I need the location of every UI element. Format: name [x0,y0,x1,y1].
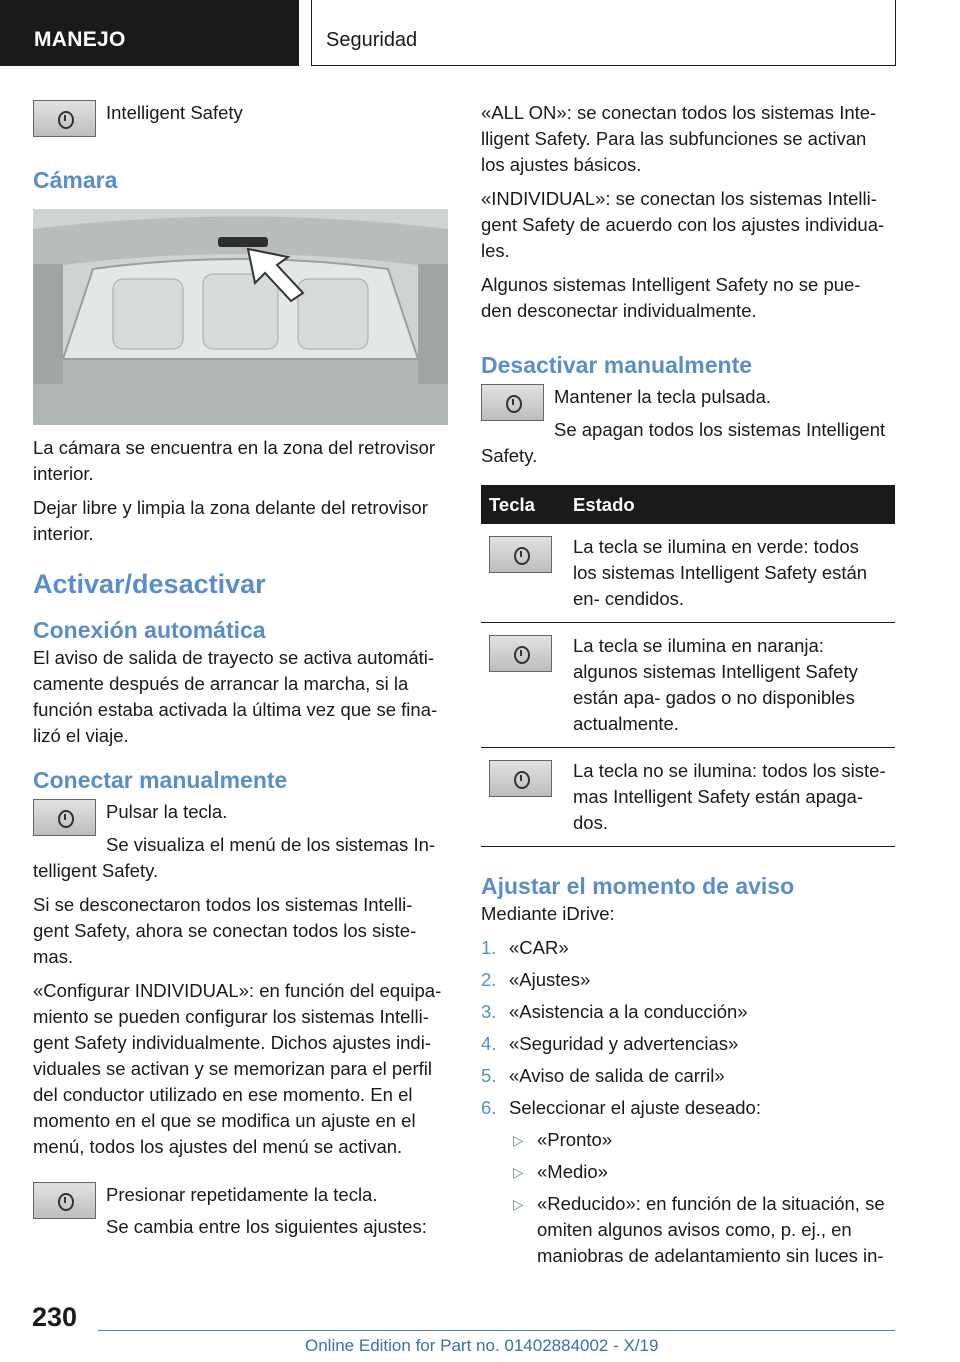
right-column [481,100,895,1275]
table-cell: La tecla se ilumina en verde: todos los sistemas Intelligent Safety están en- cendidos. [565,524,895,623]
list-item: 3. «Asistencia a la conducción» [481,1001,748,1022]
intelligent-safety-button-icon [489,536,552,573]
intelligent-safety-button-icon [489,760,552,797]
list-item: ▷ «Medio» [509,1159,895,1185]
camera-heading: Cámara [33,167,118,193]
camera-paragraph-1: La cámara se encuentra en la zona del retrovisor interior. [33,437,436,484]
triangle-bullet-icon: ▷ [513,1164,524,1180]
list-item: ▷ «Pronto» [509,1127,895,1153]
auto-heading: Conexión automática [33,617,266,643]
steps-list [481,935,895,1121]
intelligent-safety-button-icon [33,100,96,137]
deactivate-step-2: Se apagan todos los sistemas Intelligent Safety. [481,419,886,466]
section-tab [0,0,299,66]
activate-heading: Activar/desactivar [33,569,266,599]
list-item: 5. «Aviso de salida de carril» [481,1065,725,1086]
camera-illustration [33,209,448,425]
adjust-heading: Ajustar el momento de aviso [481,873,795,899]
triangle-bullet-icon: ▷ [513,1132,524,1148]
table-row [481,623,895,748]
table-cell: La tecla se ilumina en naranja: algunos sistemas Intelligent Safety están apa- gados o no disponibles actualmente. [565,623,895,748]
footer-rule [98,1330,895,1331]
individual-paragraph: «INDIVIDUAL»: se conectan los sistemas Intelli- gent Safety de acuerdo con los ajustes individua- les. [481,188,885,261]
deactivate-step-1: Mantener la tecla pulsada. [554,386,771,407]
chapter-tab [311,0,896,66]
intelligent-safety-button-icon [481,384,544,421]
idrive-label: Mediante iDrive: [481,903,615,924]
intelligent-safety-button-icon [489,635,552,672]
manual-heading: Conectar manualmente [33,767,288,793]
footer-edition: Online Edition for Part no. 01402884002 - X/19 [305,1336,659,1355]
table-header-state: Estado [565,485,895,524]
table-cell: La tecla no se ilumina: todos los siste- mas Intelligent Safety están apaga- dos. [565,748,895,847]
list-item: 2. «Ajustes» [481,969,591,990]
options-list [509,1127,895,1269]
table-header-key: Tecla [481,485,565,524]
some-paragraph: Algunos sistemas Intelligent Safety no se pue- den desconectar individualmente. [481,274,861,321]
triangle-bullet-icon: ▷ [513,1196,524,1212]
manual-row [33,799,448,836]
camera-paragraph-2: Dejar libre y limpia la zona delante del retrovisor interior. [33,497,428,544]
list-item: 1. «CAR» [481,937,569,958]
press-row [33,1182,448,1246]
manual-paragraph-2: «Configurar INDIVIDUAL»: en función del equipa- miento se pueden configurar los sistemas Intelli- gent Safety individualmente. Dichos ajustes indi- viduales se activan y se memorizan para el perfil del conductor utilizado en ese momento. En el momento en el que se modifica un ajuste en el menú, todos los ajustes del menú se activan. [33,980,442,1157]
press-step-2: Se cambia entre los siguientes ajustes: [106,1216,427,1237]
manual-paragraph-1: Si se desconectaron todos los sistemas Intelli- gent Safety, ahora se conectan todos los siste- mas. [33,894,417,967]
intro-label: Intelligent Safety [106,102,243,123]
list-item: 6. Seleccionar el ajuste deseado: [481,1097,761,1118]
status-table [481,485,895,847]
press-step-1: Presionar repetidamente la tecla. [106,1184,378,1205]
list-item: 4. «Seguridad y advertencias» [481,1033,739,1054]
table-row [481,748,895,847]
manual-step-1: Pulsar la tecla. [106,801,228,822]
section-title: MANEJO [34,28,126,51]
intelligent-safety-button-icon [33,1182,96,1219]
manual-step-2: Se visualiza el menú de los sistemas In- telligent Safety. [33,834,436,881]
allon-paragraph: «ALL ON»: se conectan todos los sistemas Inte- lligent Safety. Para las subfunciones se activan los ajustes básicos. [481,102,877,175]
intro-row [33,100,448,137]
left-column [33,100,448,1246]
deactivate-row [481,384,895,421]
list-item: ▷ «Reducido»: en función de la situación, se omiten algunos avisos como, p. ej., en maniobras de adelantamiento sin luces in- [509,1191,895,1269]
table-row [481,524,895,623]
intelligent-safety-button-icon [33,799,96,836]
page-number: 230 [32,1302,78,1332]
chapter-title: Seguridad [326,29,418,51]
deactivate-heading: Desactivar manualmente [481,352,753,378]
auto-paragraph: El aviso de salida de trayecto se activa automáti- camente después de arrancar la marcha, si la función estaba activada la última vez que se fina- lizó el viaje. [33,647,438,746]
